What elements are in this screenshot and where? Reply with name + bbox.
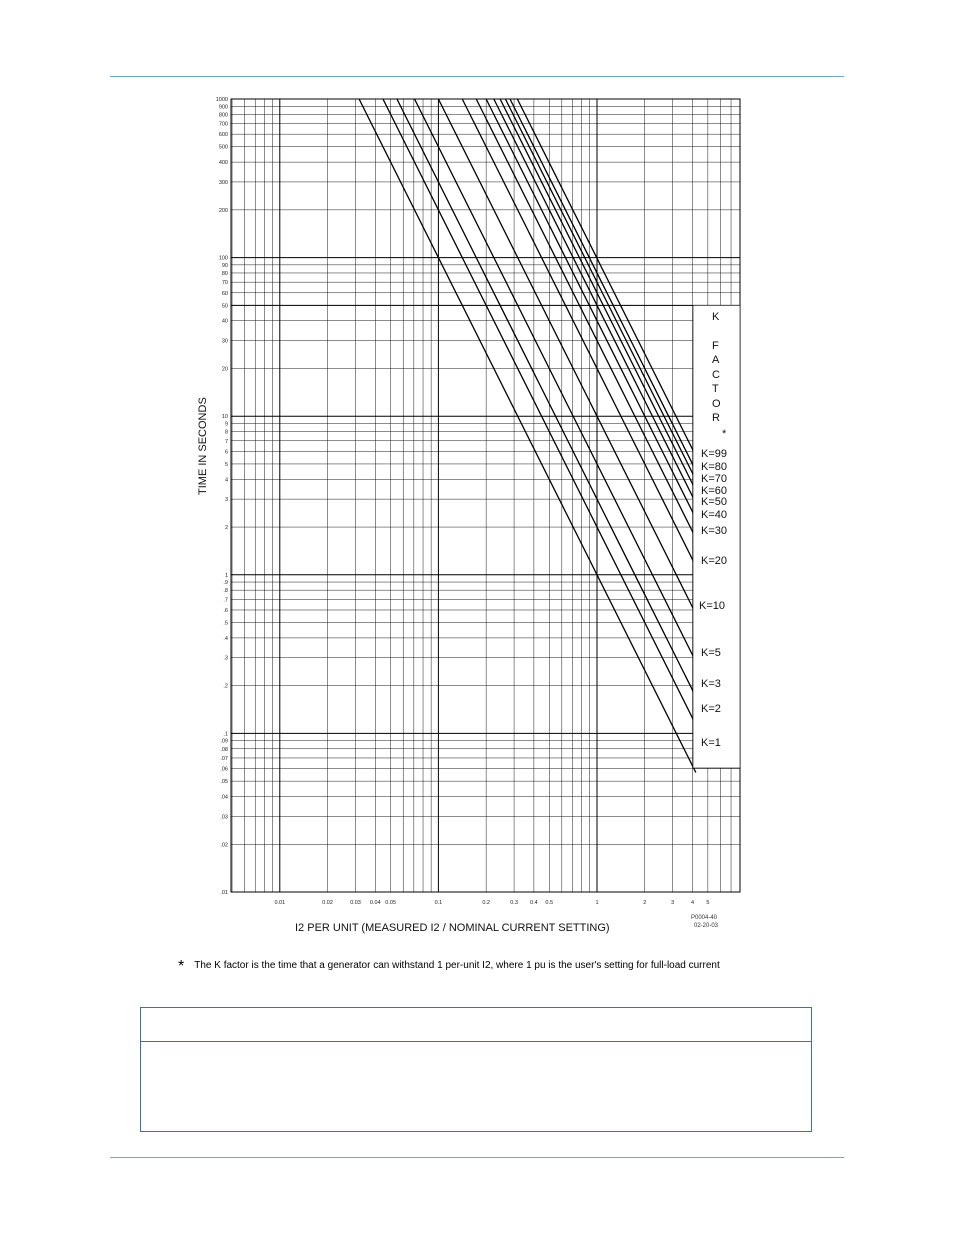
y-tick-label: 30 xyxy=(221,338,228,345)
series-label: K=5 xyxy=(701,647,721,659)
y-tick-label: 7 xyxy=(224,438,228,445)
y-tick-label: .01 xyxy=(220,890,228,896)
series-label: K=3 xyxy=(701,678,721,690)
y-tick-label: 8 xyxy=(224,429,228,436)
series-label: K=70 xyxy=(701,473,727,485)
series-label: K=1 xyxy=(701,737,721,749)
y-tick-label: 50 xyxy=(221,303,228,310)
y-tick-label: .02 xyxy=(220,842,228,849)
k-curve xyxy=(517,99,695,456)
x-tick-label: 5 xyxy=(706,900,710,906)
y-tick-label: .3 xyxy=(223,655,228,662)
y-tick-label: .4 xyxy=(223,635,228,642)
series-label: K=40 xyxy=(701,509,727,521)
y-tick-label: 800 xyxy=(218,112,228,119)
footnote xyxy=(178,955,720,973)
footnote-text: The K factor is the time that a generator can withstand 1 per-unit I2, where 1 pu is the user's setting for full-load current xyxy=(194,960,720,971)
x-tick-label: 0.5 xyxy=(545,900,554,906)
y-tick-label: 3 xyxy=(224,497,228,504)
y-tick-label: .6 xyxy=(223,607,228,614)
x-tick-label: 0.04 xyxy=(369,900,381,906)
x-tick-label: 0.4 xyxy=(530,900,538,906)
y-tick-label: 900 xyxy=(218,104,228,111)
series-label: K=10 xyxy=(699,600,725,612)
x-tick-label: 4 xyxy=(690,900,695,906)
drawing-code: P0004-40 xyxy=(691,915,718,921)
y-axis-title: TIME IN SECONDS xyxy=(197,397,209,495)
y-tick-label: .04 xyxy=(220,794,228,801)
y-tick-label: 1000 xyxy=(215,97,228,103)
legend-title-letter: C xyxy=(712,369,720,381)
note-box-divider xyxy=(141,1041,811,1042)
k-curve xyxy=(397,99,696,697)
drawing-date: 02-20-03 xyxy=(694,923,719,929)
y-tick-label: .08 xyxy=(220,746,228,753)
x-tick-label: 1 xyxy=(595,900,599,906)
series-label: K=60 xyxy=(701,485,727,497)
k-curve xyxy=(383,99,696,725)
y-tick-label: 700 xyxy=(218,121,228,128)
y-tick-label: 1 xyxy=(224,572,228,579)
y-tick-label: .7 xyxy=(223,597,228,604)
x-tick-label: 2 xyxy=(643,900,647,906)
y-tick-label: 60 xyxy=(221,290,228,297)
x-tick-label: 0.02 xyxy=(322,900,333,906)
y-tick-label: .05 xyxy=(220,779,228,786)
y-tick-label: 400 xyxy=(218,160,228,167)
k-curve xyxy=(494,99,696,503)
y-tick-label: .03 xyxy=(220,814,228,821)
series-label: K=2 xyxy=(701,703,721,715)
legend-title-letter: K xyxy=(712,311,720,323)
k-curve xyxy=(476,99,696,538)
y-tick-label: 10 xyxy=(221,414,228,421)
k-curves xyxy=(359,99,696,772)
k-curve xyxy=(438,99,695,614)
grid-lines xyxy=(231,99,740,892)
note-box xyxy=(140,1007,812,1132)
footer-rule xyxy=(110,1157,844,1158)
k-curve xyxy=(415,99,696,662)
y-tick-label: 70 xyxy=(221,280,228,287)
y-tick-label: 300 xyxy=(218,179,228,186)
series-label: K=20 xyxy=(701,555,727,567)
y-tick-label: 200 xyxy=(218,207,228,214)
y-tick-label: .8 xyxy=(223,588,228,595)
plot-frame xyxy=(231,99,740,892)
y-tick-label: .09 xyxy=(220,738,228,745)
asterisk-icon: * xyxy=(722,428,727,440)
y-tick-label: 80 xyxy=(221,270,228,277)
x-tick-label: 0.05 xyxy=(385,900,397,906)
x-tick-label: 0.1 xyxy=(434,900,443,906)
legend-title-letter: F xyxy=(712,340,719,352)
series-label: K=80 xyxy=(701,461,727,473)
legend-title-letter: A xyxy=(712,354,720,366)
tick-labels xyxy=(216,97,710,906)
legend-title-letter: O xyxy=(712,398,721,410)
legend-title-letter: R xyxy=(712,412,720,424)
y-tick-label: 20 xyxy=(221,366,228,373)
x-tick-label: 0.03 xyxy=(350,900,361,906)
y-tick-label: .1 xyxy=(223,731,228,738)
y-tick-label: .07 xyxy=(220,755,228,762)
legend-title-letter: T xyxy=(712,383,719,395)
y-tick-label: .9 xyxy=(223,580,228,587)
y-tick-label: 2 xyxy=(224,525,228,532)
x-tick-label: 3 xyxy=(671,900,675,906)
x-tick-label: 0.2 xyxy=(482,900,490,906)
y-tick-label: 4 xyxy=(224,477,228,484)
y-tick-label: 600 xyxy=(218,132,228,139)
x-tick-label: 0.01 xyxy=(274,900,286,906)
y-tick-label: 9 xyxy=(224,421,228,428)
x-axis-title: I2 PER UNIT (MEASURED I2 / NOMINAL CURRENT SETTING) xyxy=(295,922,610,934)
asterisk-icon: * xyxy=(178,958,185,975)
x-tick-label: 0.3 xyxy=(510,900,518,906)
y-tick-label: 6 xyxy=(224,449,228,456)
y-tick-label: 40 xyxy=(221,318,228,325)
k-factor-legend xyxy=(693,305,740,768)
y-tick-label: 90 xyxy=(221,262,228,269)
y-tick-label: .06 xyxy=(220,766,228,773)
series-label: K=50 xyxy=(701,496,727,508)
y-tick-label: .2 xyxy=(223,683,228,690)
y-tick-label: .5 xyxy=(223,620,228,627)
k-curve xyxy=(510,99,696,471)
series-label: K=99 xyxy=(701,448,727,460)
y-tick-label: 5 xyxy=(224,461,228,468)
y-tick-label: 500 xyxy=(218,144,228,151)
y-tick-label: 100 xyxy=(218,255,228,262)
k-curve xyxy=(462,99,696,566)
series-label: K=30 xyxy=(701,525,727,537)
